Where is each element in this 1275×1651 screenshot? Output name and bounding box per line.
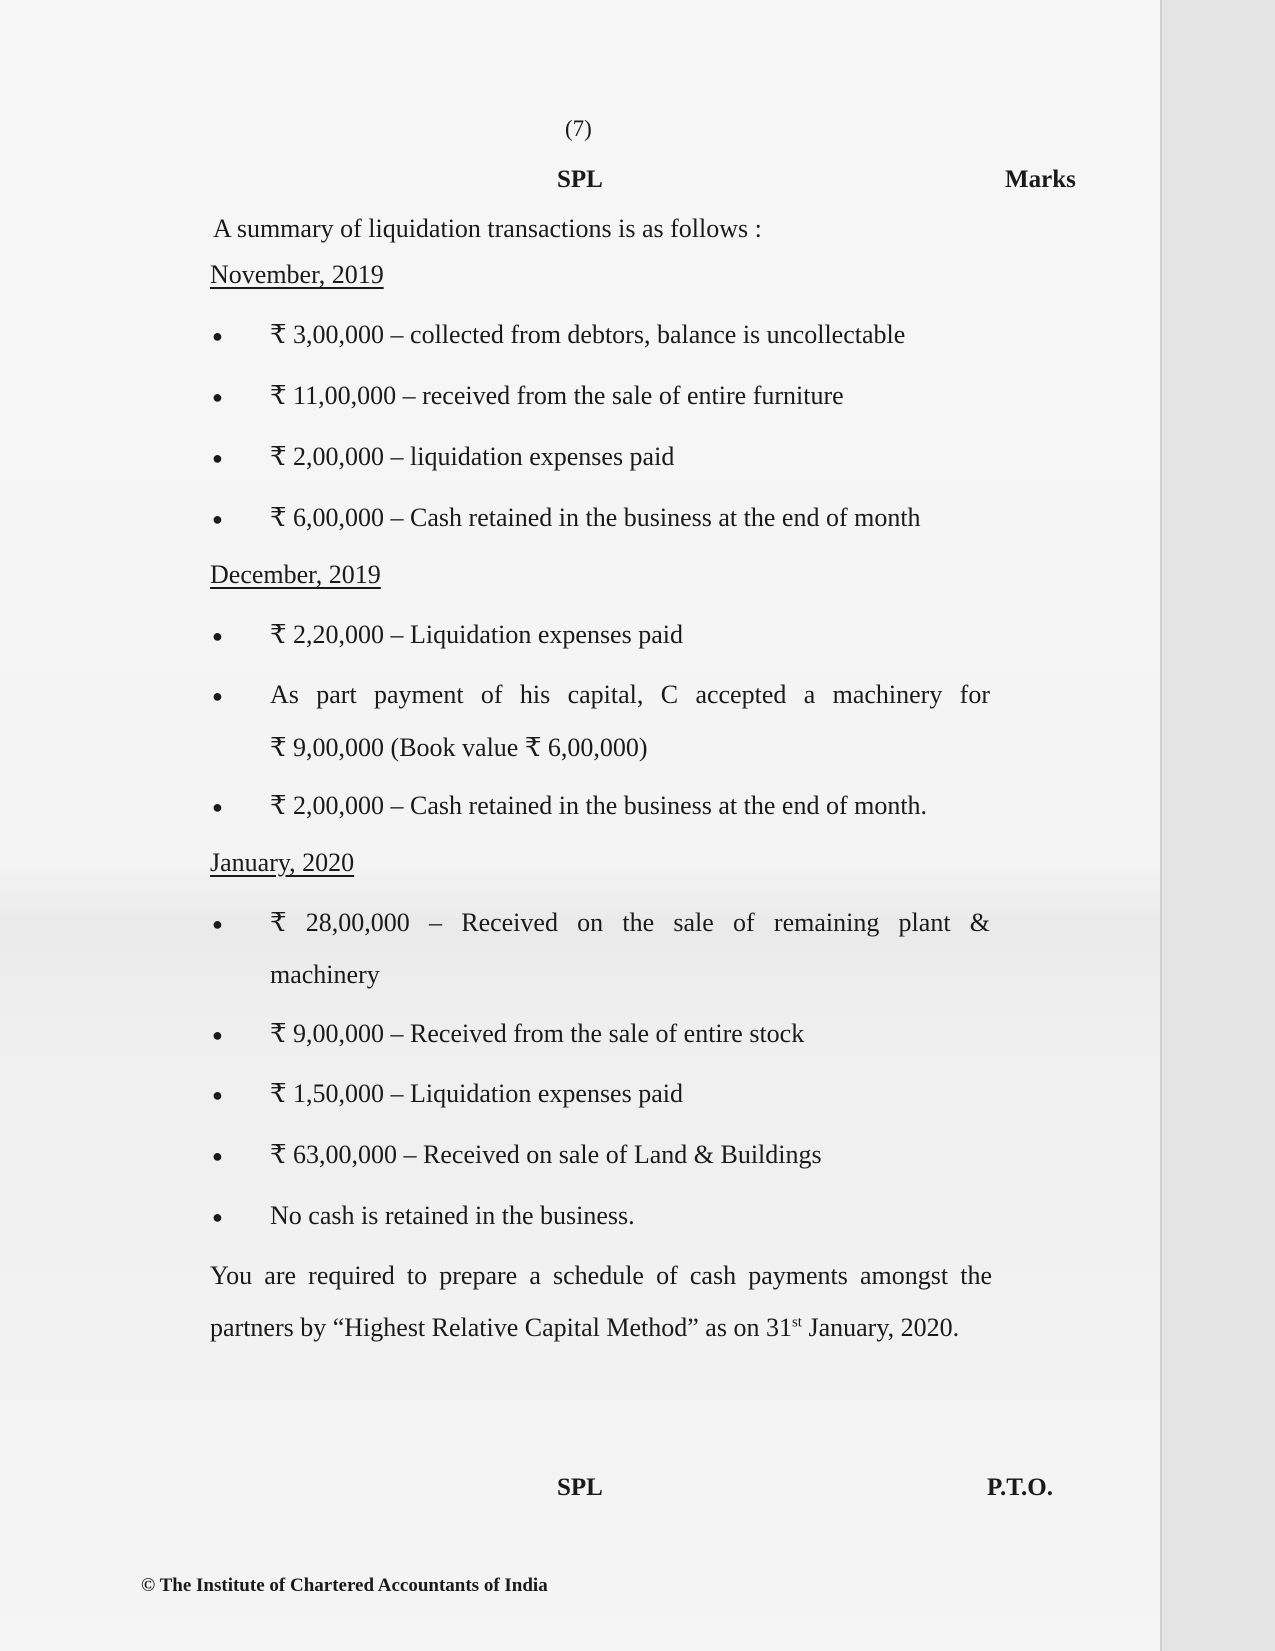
list-item: As part payment of his capital, C accepted a machinery for [270, 680, 990, 709]
marks-column-header: Marks [1005, 166, 1076, 193]
paper-code-footer: SPL [557, 1474, 603, 1501]
closing-superscript: st [791, 1314, 802, 1331]
bullet-marker: ● [212, 626, 223, 646]
copyright-footer: © The Institute of Chartered Accountants of India [141, 1575, 548, 1596]
list-item: ₹ 28,00,000 – Received on the sale of remaining plant & [270, 908, 990, 937]
intro-text: A summary of liquidation transactions is as follows : [213, 214, 762, 243]
bullet-marker: ● [212, 1085, 223, 1105]
page-number: (7) [565, 116, 592, 141]
list-item: ₹ 3,00,000 – collected from debtors, balance is uncollectable [270, 320, 906, 349]
bullet-marker: ● [212, 797, 223, 817]
bullet-marker: ● [212, 686, 223, 706]
list-item: ₹ 2,00,000 – Cash retained in the business at the end of month. [270, 791, 928, 820]
bullet-marker: ● [212, 1025, 223, 1045]
bullet-marker: ● [212, 387, 223, 407]
closing-text-part1: You are required to prepare a schedule of cash payments amongst the partners by “Highest Relative Capital Method” as on 31 [210, 1261, 992, 1342]
paper-code-header: SPL [557, 166, 603, 193]
month-heading-december: December, 2019 [210, 560, 381, 589]
pto-label: P.T.O. [987, 1474, 1053, 1501]
closing-instruction [210, 1250, 992, 1354]
list-item: ₹ 6,00,000 – Cash retained in the business at the end of month [270, 503, 921, 532]
list-item: ₹ 2,00,000 – liquidation expenses paid [270, 442, 675, 471]
closing-text-part2: January, 2020. [801, 1313, 960, 1342]
bullet-marker: ● [212, 1207, 223, 1227]
bullet-marker: ● [212, 914, 223, 934]
list-item: ₹ 63,00,000 – Received on sale of Land & Buildings [270, 1140, 822, 1169]
list-item: ₹ 11,00,000 – received from the sale of entire furniture [270, 381, 844, 410]
list-item: ₹ 2,20,000 – Liquidation expenses paid [270, 620, 683, 649]
bullet-marker: ● [212, 326, 223, 346]
bullet-marker: ● [212, 1146, 223, 1166]
list-item-continuation: ₹ 9,00,000 (Book value ₹ 6,00,000) [270, 733, 648, 762]
month-heading-november: November, 2019 [210, 260, 384, 289]
bullet-marker: ● [212, 448, 223, 468]
list-item-continuation: machinery [270, 960, 380, 989]
bullet-marker: ● [212, 509, 223, 529]
month-heading-january: January, 2020 [210, 848, 355, 877]
list-item: ₹ 1,50,000 – Liquidation expenses paid [270, 1079, 683, 1108]
list-item: ₹ 9,00,000 – Received from the sale of entire stock [270, 1019, 805, 1048]
list-item: No cash is retained in the business. [270, 1201, 635, 1230]
